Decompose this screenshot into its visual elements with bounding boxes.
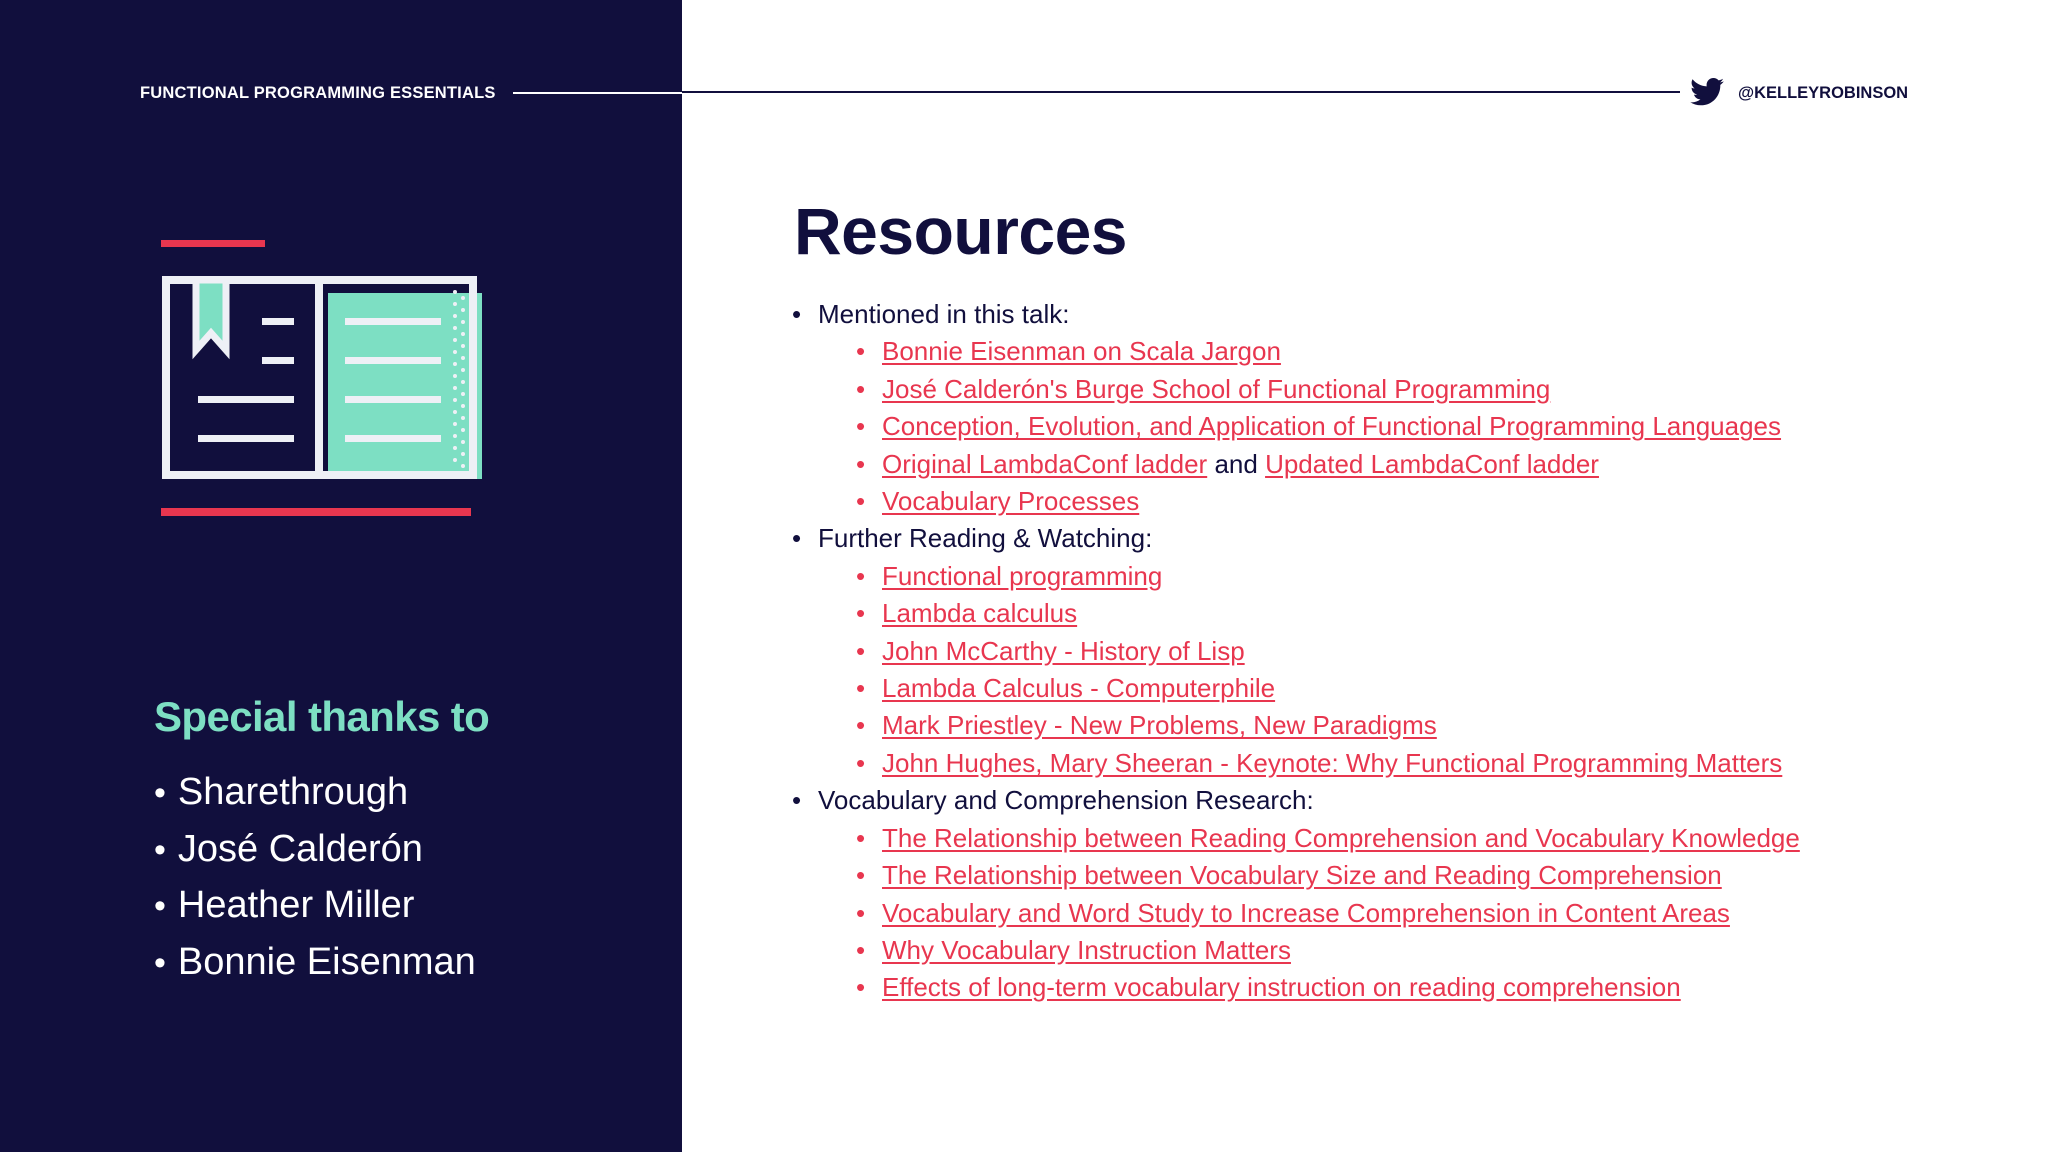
list-item [818,857,1800,894]
resource-link[interactable]: John Hughes, Mary Sheeran - Keynote: Why Functional Programming Matters [882,747,1783,778]
resource-link[interactable]: The Relationship between Vocabulary Size and Reading Comprehension [882,860,1722,891]
header-divider-left [513,92,682,94]
list-item [818,820,1800,857]
sub-list [818,333,1800,520]
book-icon [160,240,490,525]
list-item [818,932,1800,969]
list-item [818,483,1800,520]
list-item [818,969,1800,1006]
list-item [818,633,1800,670]
list-item [818,707,1800,744]
sub-list [818,558,1800,782]
resource-link[interactable]: Original LambdaConf ladder [882,448,1208,479]
section-label: Further Reading & Watching: [818,523,1153,554]
section-mentioned [792,296,1800,520]
resource-link[interactable]: Bonnie Eisenman on Scala Jargon [882,336,1281,367]
resource-link[interactable]: Lambda Calculus - Computerphile [882,673,1276,704]
list-item [818,333,1800,370]
resource-link[interactable]: Why Vocabulary Instruction Matters [882,934,1291,965]
resource-link[interactable]: The Relationship between Reading Comprehension and Vocabulary Knowledge [882,822,1800,853]
thanks-item: • Heather Miller [154,884,415,926]
joiner-text: and [1214,448,1258,479]
page-title: Resources [794,194,1128,268]
resource-link[interactable]: Mark Priestley - New Problems, New Paradigms [882,710,1437,741]
thanks-item: • José Calderón [154,827,423,870]
resource-link[interactable]: Vocabulary and Word Study to Increase Comprehension in Content Areas [882,897,1730,928]
deck-title: FUNCTIONAL PROGRAMMING ESSENTIALS [140,84,496,102]
section-label: Vocabulary and Comprehension Research: [818,785,1314,816]
thanks-item: • Sharethrough [154,771,409,813]
list-item [818,371,1800,408]
thanks-item: • Bonnie Eisenman [154,940,476,983]
section-vocabulary-research [792,782,1800,1006]
twitter-icon [1690,78,1724,106]
resource-link[interactable]: Vocabulary Processes [882,486,1140,517]
special-thanks-list [154,765,476,991]
resource-link[interactable]: Conception, Evolution, and Application of Functional Programming Languages [882,411,1782,442]
resource-link[interactable]: Functional programming [882,560,1163,591]
list-item [818,408,1800,445]
special-thanks-heading: Special thanks to [154,693,490,740]
sub-list [818,820,1800,1007]
section-label: Mentioned in this talk: [818,299,1070,329]
twitter-handle: @KELLEYROBINSON [1738,84,1909,102]
resources-list [792,296,1800,1007]
resource-link[interactable]: John McCarthy - History of Lisp [882,635,1245,666]
list-item [818,895,1800,932]
resource-link[interactable]: Effects of long-term vocabulary instruction on reading comprehension [882,972,1681,1003]
list-item [818,595,1800,632]
resource-link[interactable]: Updated LambdaConf ladder [1265,448,1599,479]
list-item [818,745,1800,782]
resource-link[interactable]: Lambda calculus [882,598,1078,629]
section-further-reading [792,520,1800,782]
header-divider-right [682,91,1680,93]
resource-link[interactable]: José Calderón's Burge School of Functional Programming [882,373,1551,404]
list-item [818,446,1800,483]
list-item [818,558,1800,595]
list-item [818,670,1800,707]
